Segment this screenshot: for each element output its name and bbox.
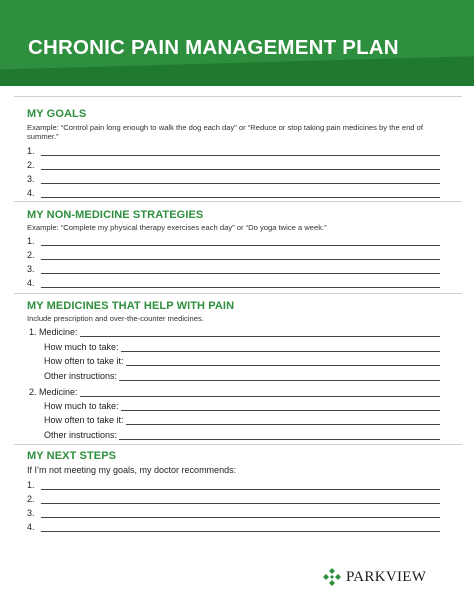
write-line[interactable] [41,174,440,184]
section-divider [14,444,462,445]
line-number: 4. [27,278,35,288]
write-line[interactable] [41,522,440,532]
parkview-cross-logo-icon [322,567,342,587]
write-line[interactable] [119,430,440,440]
goal-line-1[interactable] [27,146,440,156]
write-line[interactable] [41,250,440,260]
goals-heading: MY GOALS [27,108,87,120]
write-line[interactable] [80,387,440,397]
strategy-line-3[interactable] [27,264,440,274]
medicines-heading: MY MEDICINES THAT HELP WITH PAIN [27,300,235,312]
medicines-note: Include prescription and over-the-counter medicines. [27,314,204,323]
write-line[interactable] [41,480,440,490]
medicine-2-field[interactable] [29,387,440,397]
line-number: 4. [27,522,35,532]
field-label: Other instructions: [44,371,118,381]
strategies-example: Example: “Complete my physical therapy exercises each day” or “Do yoga twice a week.” [27,223,327,232]
goal-line-3[interactable] [27,174,440,184]
line-number: 2. [27,250,35,260]
write-line[interactable] [126,415,440,425]
write-line[interactable] [41,188,440,198]
write-line[interactable] [41,160,440,170]
page-header [0,0,474,86]
section-divider [14,201,462,202]
write-line[interactable] [126,356,440,366]
section-divider [14,96,462,97]
line-number: 1. [27,146,35,156]
write-line[interactable] [41,278,440,288]
field-label: How often to take it: [44,356,124,366]
write-line[interactable] [41,264,440,274]
medicine-1-how-often[interactable] [44,356,440,366]
next-steps-heading: MY NEXT STEPS [27,450,117,462]
page-title: CHRONIC PAIN MANAGEMENT PLAN [28,36,399,59]
write-line[interactable] [41,494,440,504]
goal-line-4[interactable] [27,188,440,198]
goal-line-2[interactable] [27,160,440,170]
header-stripe [0,55,474,86]
write-line[interactable] [41,236,440,246]
line-number: 3. [27,264,35,274]
section-divider [14,293,462,294]
next-step-line-4[interactable] [27,522,440,532]
medicine-2-how-often[interactable] [44,415,440,425]
field-label: How much to take: [44,401,119,411]
write-line[interactable] [121,342,440,352]
parkview-logo [322,568,426,586]
medicine-1-field[interactable] [29,327,440,337]
write-line[interactable] [41,508,440,518]
field-label: How much to take: [44,342,119,352]
brand-name: PARKVIEW [346,569,427,585]
line-number: 1. [27,236,35,246]
medicine-2-how-much[interactable] [44,401,440,411]
line-number: 2. [27,160,35,170]
write-line[interactable] [121,401,440,411]
next-step-line-3[interactable] [27,508,440,518]
strategy-line-4[interactable] [27,278,440,288]
line-number: 3. [27,508,35,518]
medicine-2-other[interactable] [44,430,440,440]
field-label: Other instructions: [44,430,118,440]
line-number: 1. [27,480,35,490]
field-label: 1. Medicine: [29,327,78,337]
next-steps-prompt: If I’m not meeting my goals, my doctor recommends: [27,465,237,475]
line-number: 2. [27,494,35,504]
line-number: 3. [27,174,35,184]
next-step-line-2[interactable] [27,494,440,504]
next-step-line-1[interactable] [27,480,440,490]
field-label: How often to take it: [44,415,124,425]
medicine-1-how-much[interactable] [44,342,440,352]
write-line[interactable] [119,371,440,381]
write-line[interactable] [41,146,440,156]
strategy-line-1[interactable] [27,236,440,246]
strategy-line-2[interactable] [27,250,440,260]
strategies-heading: MY NON-MEDICINE STRATEGIES [27,209,204,221]
medicine-1-other[interactable] [44,371,440,381]
field-label: 2. Medicine: [29,387,78,397]
line-number: 4. [27,188,35,198]
goals-example: Example: “Control pain long enough to walk the dog each day” or “Reduce or stop taking pain medicines by the end of summer.” [27,123,423,141]
write-line[interactable] [80,327,440,337]
